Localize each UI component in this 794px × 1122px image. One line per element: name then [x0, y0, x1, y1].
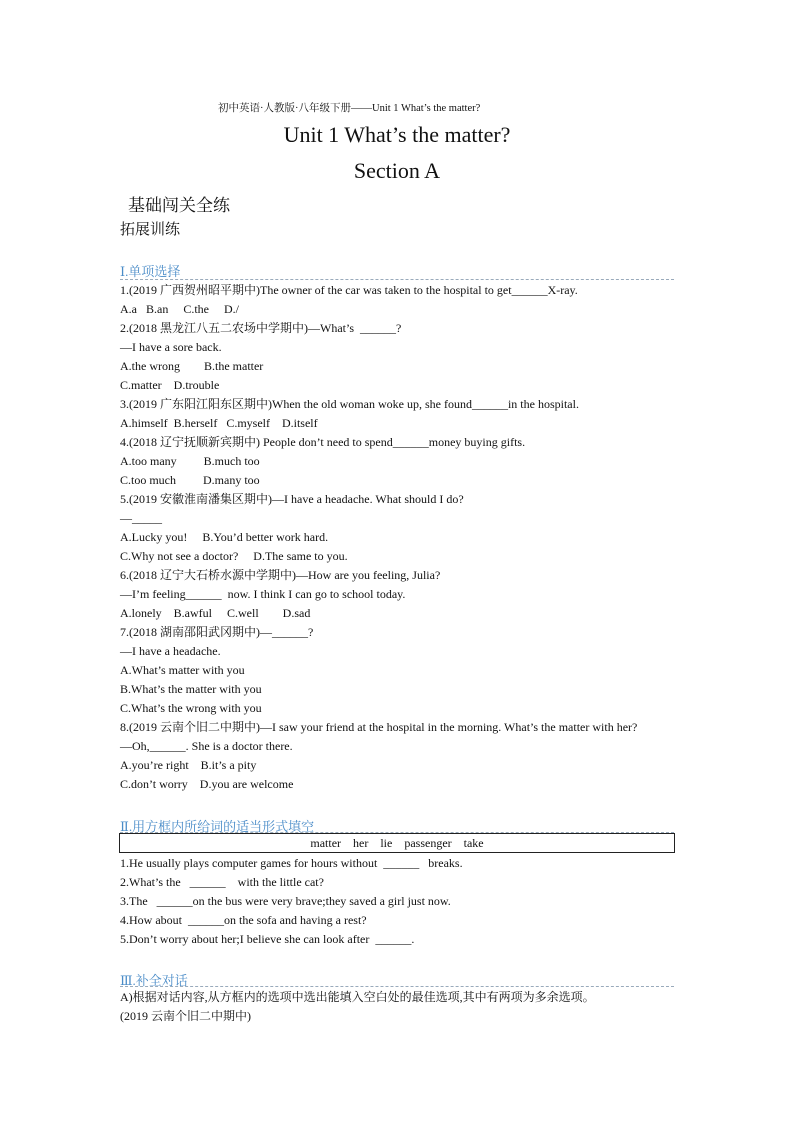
section-heading-single-choice: Ⅰ.单项选择 [120, 264, 181, 279]
text-line: A.What’s matter with you [120, 663, 245, 677]
text-line: —_____ [120, 511, 162, 525]
text-line: A.you’re right B.it’s a pity [120, 758, 257, 772]
running-header: 初中英语·人教版·八年级下册——Unit 1 What’s the matter? [218, 103, 481, 114]
text-line: A)根据对话内容,从方框内的选项中选出能填入空白处的最佳选项,其中有两项为多余选项。 [120, 990, 595, 1004]
text-line: 3.The ______on the bus were very brave;they saved a girl just now. [120, 894, 451, 908]
text-line: 1.(2019 广西贺州昭平期中)The owner of the car was taken to the hospital to get______X-ray. [120, 283, 578, 297]
text-line: A.Lucky you! B.You’d better work hard. [120, 530, 329, 544]
text-line: 2.(2018 黑龙江八五二农场中学期中)—What’s ______? [120, 321, 402, 335]
section-heading-fill-blank: Ⅱ.用方框内所给词的适当形式填空 [120, 819, 315, 834]
text-line: 2.What’s the ______ with the little cat? [120, 875, 324, 889]
text-line: 6.(2018 辽宁大石桥水源中学期中)—How are you feeling, Julia? [120, 568, 441, 582]
text-line: C.matter D.trouble [120, 378, 220, 392]
chinese-subheading: 拓展训练 [120, 222, 181, 238]
text-line: (2019 云南个旧二中期中) [120, 1009, 251, 1023]
text-line: 4.How about ______on the sofa and having a rest? [120, 913, 367, 927]
text-line: —I have a sore back. [120, 340, 222, 354]
section-divider [120, 279, 674, 280]
page-title: Unit 1 What’s the matter? [283, 122, 511, 147]
text-line: A.himself B.herself C.myself D.itself [120, 416, 318, 430]
chinese-heading: 基础闯关全练 [128, 196, 230, 215]
word-box: matter her lie passenger take [119, 833, 675, 853]
text-line: 3.(2019 广东阳江阳东区期中)When the old woman woke up, she found______in the hospital. [120, 397, 579, 411]
text-line: C.What’s the wrong with you [120, 701, 262, 715]
text-line: 5.(2019 安徽淮南潘集区期中)—I have a headache. What should I do? [120, 492, 464, 506]
text-line: 7.(2018 湖南邵阳武冈期中)—______? [120, 625, 314, 639]
text-line: 1.He usually plays computer games for hours without ______ breaks. [120, 856, 463, 870]
text-line: A.a B.an C.the D./ [120, 302, 239, 316]
text-line: C.don’t worry D.you are welcome [120, 777, 294, 791]
text-line: A.lonely B.awful C.well D.sad [120, 606, 311, 620]
section-divider [120, 986, 674, 987]
text-line: —I’m feeling______ now. I think I can go to school today. [120, 587, 406, 601]
text-line: 8.(2019 云南个旧二中期中)—I saw your friend at the hospital in the morning. What’s the matter with her? [120, 720, 638, 734]
text-line: B.What’s the matter with you [120, 682, 262, 696]
section-title: Section A [353, 158, 441, 183]
text-line: A.the wrong B.the matter [120, 359, 264, 373]
text-line: —I have a headache. [120, 644, 221, 658]
text-line: 5.Don’t worry about her;I believe she can look after ______. [120, 932, 415, 946]
text-line: A.too many B.much too [120, 454, 260, 468]
text-line: —Oh,______. She is a doctor there. [120, 739, 293, 753]
section-heading-dialogue: Ⅲ.补全对话 [120, 973, 188, 988]
text-line: C.too much D.many too [120, 473, 260, 487]
text-line: 4.(2018 辽宁抚顺新宾期中) People don’t need to spend______money buying gifts. [120, 435, 526, 449]
text-line: C.Why not see a doctor? D.The same to you. [120, 549, 348, 563]
